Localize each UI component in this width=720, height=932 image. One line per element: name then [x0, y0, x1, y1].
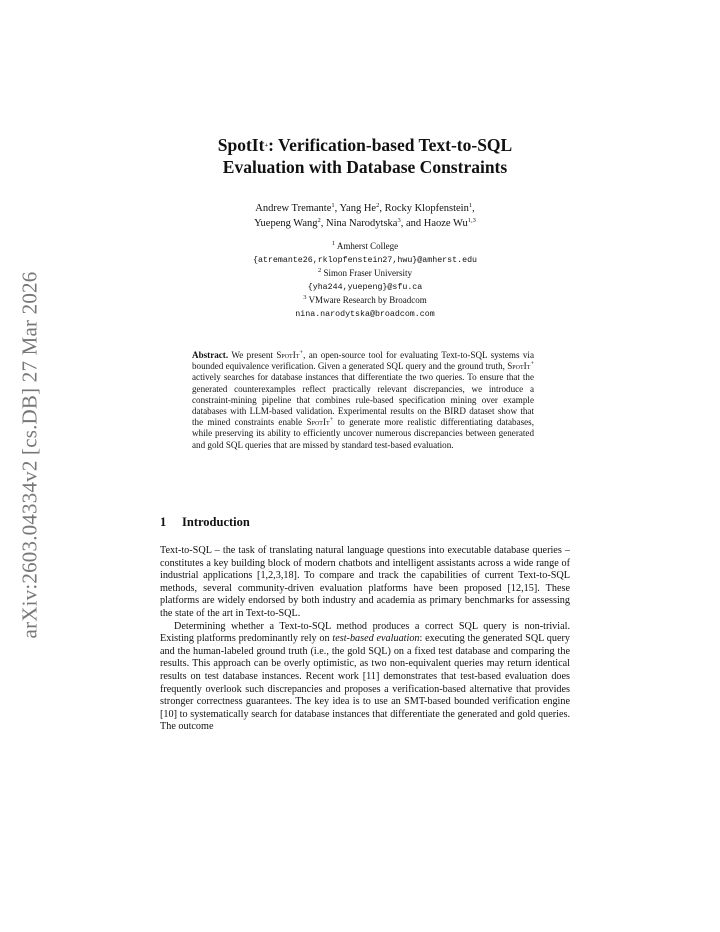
- affiliation-email: nina.narodytska@broadcom.com: [295, 309, 435, 319]
- paragraph-text: : executing the generated SQL query and the human-labeled ground truth (i.e., the gold SQL) on a fixed test database and comparing the results. This approach can be overly optimistic, as two non-equivalent queries may return identical results on test database instances. Recent work [11] demonstrates that test-based evaluation does frequently overlook such discrepancies and proposes a verification-based alternative that provides stronger correctness guarantees. The key idea is to use an SMT-based bounded verification engine [10] to systematically search for database instances that differentiate the generated and gold queries. The outcome: [160, 633, 571, 733]
- affil-name: Simon Fraser University: [323, 268, 412, 279]
- section-number: 1: [160, 515, 167, 529]
- title-tool-sup: +: [264, 142, 269, 149]
- abstract-text: to generate more realistic differentiating databases, while preserving its ability to efficiently uncover numerous discrepancies between generated and gold SQL queries that are missed by standard test-based evaluation.: [192, 417, 534, 450]
- affil-name: Amherst College: [336, 241, 399, 251]
- paper-title: [160, 134, 570, 178]
- affiliation-email: {yha244,yuepeng}@sfu.ca: [307, 282, 423, 292]
- affiliation-name: [160, 267, 570, 281]
- author-name: , Yang He: [334, 203, 377, 214]
- author-name: , Rocky Klopfenstein: [379, 203, 469, 214]
- tool-sup: +: [299, 349, 304, 356]
- abstract-text: We present: [228, 350, 277, 360]
- affil-name: VMware Research by Broadcom: [308, 295, 427, 306]
- emphasis-text: test-based evaluation: [332, 633, 420, 645]
- tool-sup: +: [329, 416, 334, 424]
- affil-sup: 2: [318, 267, 322, 275]
- section-heading: [160, 515, 570, 530]
- abstract-label: Abstract.: [192, 350, 229, 360]
- author-line-1: Andrew Tremante$^1$, Yang He$^2$, Rocky Klopfenstein$^1$,: [255, 202, 475, 214]
- author-name: , and Haoze Wu: [400, 218, 468, 229]
- author-name: Andrew Tremante: [255, 203, 332, 214]
- affiliation-name: [160, 294, 570, 308]
- author-affil-sup: 1,3: [467, 217, 476, 224]
- affiliation-list: [160, 240, 570, 322]
- arxiv-identifier: arXiv:2603.04334v2 [cs.DB] 27 Mar 2026: [17, 271, 42, 639]
- abstract: [192, 350, 534, 451]
- intro-paragraph-1: Text-to-SQL – the task of translating natural language questions into executable database queries – constitutes a key building block of modern chatbots and intelligent assistants across a wide range of industrial applications [1,2,3,18]. To compare and track the capabilities of current Text-to-SQL methods, several community-driven evaluation platforms have been proposed [12,15]. These platforms are widely endorsed by both industry and academia as primary benchmarks for assessing the state of the art in Text-to-SQL.: [160, 545, 570, 619]
- intro-body: [160, 545, 570, 734]
- author-affil-sup: 3: [397, 217, 401, 224]
- tool-name: SpotIt: [276, 350, 300, 360]
- author-affil-sup: 2: [317, 217, 321, 224]
- affiliation-email: {atremante26,rklopfenstein27,hwu}@amherst.edu: [252, 255, 478, 265]
- title-tool-name: SpotIt: [217, 135, 265, 155]
- affil-sup: 3: [303, 294, 307, 302]
- affiliation-name: [160, 240, 570, 254]
- affil-sup: 1: [331, 240, 336, 247]
- tool-name: SpotIt: [306, 417, 330, 428]
- arxiv-sidebar: [10, 250, 50, 660]
- title-line-1: [160, 134, 570, 156]
- abstract-text: , an open-source tool for evaluating Text-to-SQL systems via bounded equivalence verification. Given a generated SQL query and the ground truth,: [192, 350, 534, 372]
- author-name: Yuepeng Wang: [254, 218, 318, 229]
- author-affil-sup: 2: [376, 202, 380, 209]
- author-line-2: [160, 216, 570, 231]
- tool-name: SpotIt: [507, 361, 531, 372]
- author-list: [160, 201, 570, 231]
- section-title: Introduction: [182, 515, 250, 529]
- intro-paragraph-2: [160, 621, 570, 734]
- author-affil-sup: 1: [331, 202, 335, 209]
- author-name: , Nina Narodytska: [320, 218, 398, 229]
- author-affil-sup: 1: [468, 202, 473, 209]
- title-line-1-rest: : Verification-based Text-to-SQL: [268, 135, 513, 155]
- abstract-text: actively searches for database instances that differentiate the two queries. To ensure that the generated counterexamples reflect practically relevant discrepancies, we introduce a constraint-mining pipeline that combines rule-based specification mining over example databases with LLM-based validation. Experimental results on the BIRD dataset show that the mined constraints enable: [192, 372, 534, 428]
- paragraph-text: Determining whether a Text-to-SQL method produces a correct SQL query is non-trivial. Existing platforms predominantly rely on: [160, 620, 570, 645]
- tool-sup: +: [530, 360, 534, 368]
- title-line-2: Evaluation with Database Constraints: [222, 157, 508, 177]
